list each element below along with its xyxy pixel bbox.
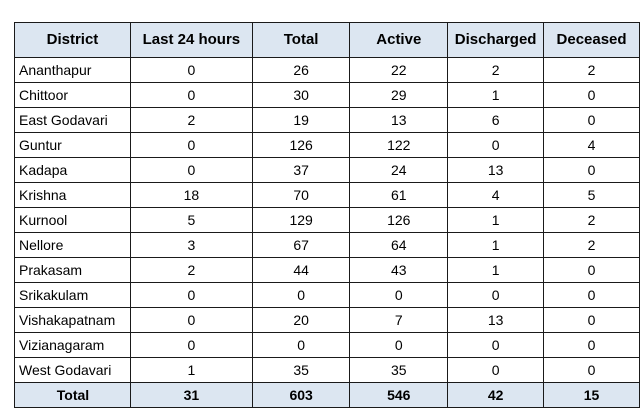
table-row <box>15 333 640 358</box>
header-total: Total <box>252 23 350 58</box>
cell-district: Nellore <box>15 233 131 258</box>
cell-active: 7 <box>350 308 448 333</box>
cell-active: 43 <box>350 258 448 283</box>
cell-total: 30 <box>252 83 350 108</box>
cell-last-24-hours: 2 <box>130 258 252 283</box>
table-row <box>15 83 640 108</box>
table-row <box>15 258 640 283</box>
cell-last-24-hours: 0 <box>130 158 252 183</box>
cell-discharged: 13 <box>448 158 544 183</box>
cell-last-24-hours: 18 <box>130 183 252 208</box>
cell-discharged: 4 <box>448 183 544 208</box>
total-discharged: 42 <box>448 383 544 408</box>
cell-total: 19 <box>252 108 350 133</box>
cell-last-24-hours: 5 <box>130 208 252 233</box>
cell-total: 26 <box>252 58 350 83</box>
cell-last-24-hours: 0 <box>130 133 252 158</box>
cell-district: Prakasam <box>15 258 131 283</box>
cell-district: Srikakulam <box>15 283 131 308</box>
table-row <box>15 358 640 383</box>
header-deceased: Deceased <box>544 23 640 58</box>
cell-active: 13 <box>350 108 448 133</box>
district-cases-table <box>14 22 640 408</box>
total-row <box>15 383 640 408</box>
cell-discharged: 2 <box>448 58 544 83</box>
table-row <box>15 183 640 208</box>
cell-active: 122 <box>350 133 448 158</box>
cell-deceased: 2 <box>544 233 640 258</box>
cell-district: East Godavari <box>15 108 131 133</box>
cell-total: 37 <box>252 158 350 183</box>
header-district: District <box>15 23 131 58</box>
cell-total: 44 <box>252 258 350 283</box>
cell-active: 0 <box>350 283 448 308</box>
cell-discharged: 0 <box>448 133 544 158</box>
total-deceased: 15 <box>544 383 640 408</box>
table-row <box>15 208 640 233</box>
cell-deceased: 0 <box>544 108 640 133</box>
cell-deceased: 0 <box>544 308 640 333</box>
cell-discharged: 13 <box>448 308 544 333</box>
cell-discharged: 0 <box>448 358 544 383</box>
table-row <box>15 58 640 83</box>
cell-deceased: 0 <box>544 358 640 383</box>
cell-last-24-hours: 0 <box>130 333 252 358</box>
cell-last-24-hours: 1 <box>130 358 252 383</box>
cell-district: Kurnool <box>15 208 131 233</box>
district-table-container <box>14 22 640 408</box>
cell-deceased: 0 <box>544 158 640 183</box>
table-row <box>15 133 640 158</box>
total-label: Total <box>15 383 131 408</box>
total-active: 546 <box>350 383 448 408</box>
cell-district: Ananthapur <box>15 58 131 83</box>
cell-deceased: 0 <box>544 333 640 358</box>
cell-active: 126 <box>350 208 448 233</box>
total-total: 603 <box>252 383 350 408</box>
cell-total: 0 <box>252 283 350 308</box>
cell-active: 22 <box>350 58 448 83</box>
cell-active: 0 <box>350 333 448 358</box>
cell-discharged: 6 <box>448 108 544 133</box>
cell-district: Krishna <box>15 183 131 208</box>
cell-last-24-hours: 2 <box>130 108 252 133</box>
cell-deceased: 5 <box>544 183 640 208</box>
total-last-24-hours: 31 <box>130 383 252 408</box>
cell-deceased: 2 <box>544 58 640 83</box>
cell-district: Kadapa <box>15 158 131 183</box>
cell-discharged: 0 <box>448 333 544 358</box>
cell-last-24-hours: 0 <box>130 308 252 333</box>
table-row <box>15 233 640 258</box>
cell-active: 64 <box>350 233 448 258</box>
cell-district: Guntur <box>15 133 131 158</box>
cell-total: 0 <box>252 333 350 358</box>
cell-deceased: 2 <box>544 208 640 233</box>
cell-active: 35 <box>350 358 448 383</box>
header-active: Active <box>350 23 448 58</box>
cell-district: Vizianagaram <box>15 333 131 358</box>
cell-last-24-hours: 0 <box>130 83 252 108</box>
cell-last-24-hours: 0 <box>130 283 252 308</box>
cell-district: Chittoor <box>15 83 131 108</box>
table-row <box>15 283 640 308</box>
cell-deceased: 0 <box>544 258 640 283</box>
cell-discharged: 1 <box>448 258 544 283</box>
table-row <box>15 308 640 333</box>
cell-total: 129 <box>252 208 350 233</box>
cell-discharged: 0 <box>448 283 544 308</box>
cell-active: 24 <box>350 158 448 183</box>
header-discharged: Discharged <box>448 23 544 58</box>
cell-discharged: 1 <box>448 233 544 258</box>
cell-total: 35 <box>252 358 350 383</box>
cell-district: West Godavari <box>15 358 131 383</box>
cell-deceased: 0 <box>544 283 640 308</box>
cell-deceased: 4 <box>544 133 640 158</box>
cell-active: 61 <box>350 183 448 208</box>
cell-deceased: 0 <box>544 83 640 108</box>
table-row <box>15 158 640 183</box>
cell-last-24-hours: 3 <box>130 233 252 258</box>
cell-total: 67 <box>252 233 350 258</box>
header-last-24-hours: Last 24 hours <box>130 23 252 58</box>
table-header-row <box>15 23 640 58</box>
cell-active: 29 <box>350 83 448 108</box>
cell-discharged: 1 <box>448 83 544 108</box>
cell-total: 20 <box>252 308 350 333</box>
cell-district: Vishakapatnam <box>15 308 131 333</box>
cell-total: 126 <box>252 133 350 158</box>
cell-last-24-hours: 0 <box>130 58 252 83</box>
cell-total: 70 <box>252 183 350 208</box>
cell-discharged: 1 <box>448 208 544 233</box>
table-row <box>15 108 640 133</box>
